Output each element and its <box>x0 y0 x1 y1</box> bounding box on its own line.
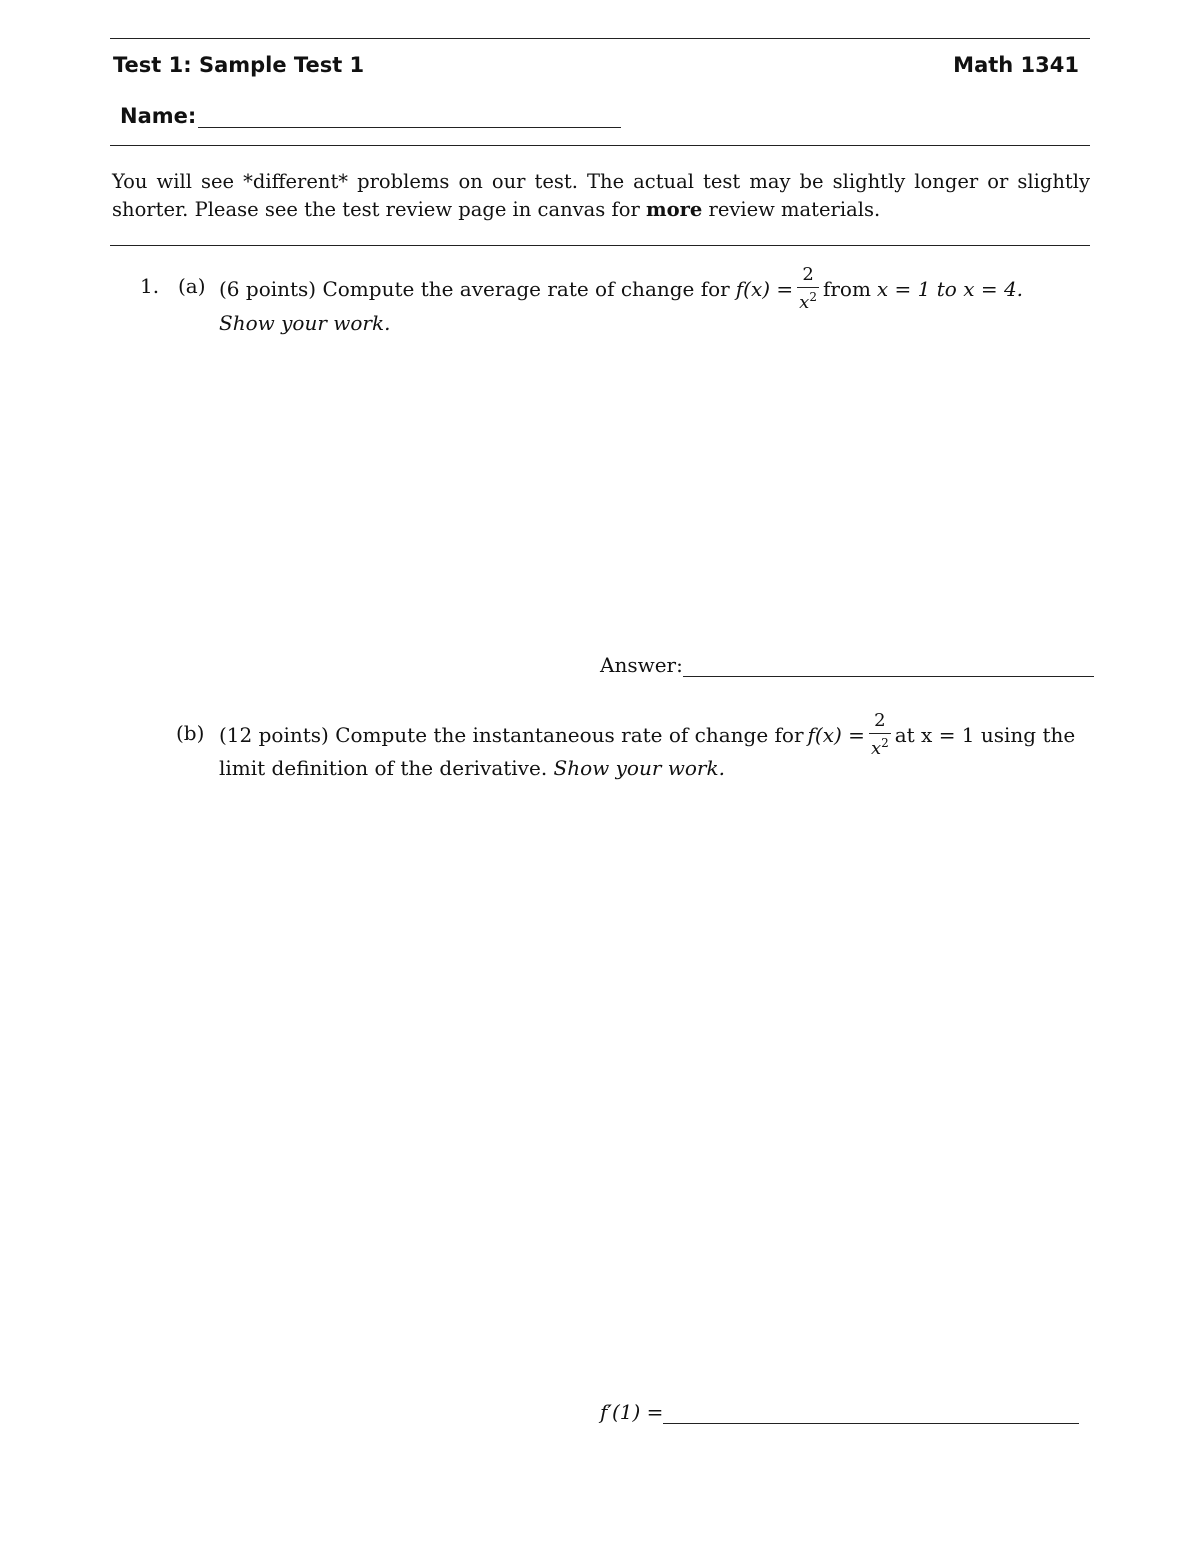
part-b-line2 <box>219 756 725 780</box>
part-a-frac-den <box>797 287 819 312</box>
intro-bottom-rule <box>110 245 1090 246</box>
part-b-frac-den-var: x <box>870 738 882 759</box>
top-rule <box>110 38 1090 39</box>
part-b-line2-text: limit definition of the derivative. <box>219 756 554 780</box>
part-a-frac-num: 2 <box>802 264 814 285</box>
name-field-row <box>120 104 621 128</box>
part-a-frac-den-var: x <box>799 292 810 313</box>
intro-text-2: review materials. <box>702 198 881 221</box>
part-b-function: f(x) = <box>807 723 865 747</box>
name-blank-line[interactable] <box>198 105 621 128</box>
course-number: Math 1341 <box>953 53 1079 77</box>
intro-text-1: You will see *different* problems on our test. The actual test may be slightly longer or slightly shorter. Please see the test review page in canvas for <box>112 170 1090 221</box>
problem-number: 1. <box>140 274 160 298</box>
part-b-label: (b) <box>176 721 205 745</box>
header-bottom-rule <box>110 145 1090 146</box>
intro-paragraph <box>112 168 1090 224</box>
part-a-fraction <box>797 266 819 312</box>
part-a-function: f(x) = <box>735 277 794 301</box>
part-a-range: x = 1 to x = 4. <box>876 277 1024 301</box>
part-b-frac-num: 2 <box>874 710 886 731</box>
part-a-answer-label: Answer: <box>600 653 683 677</box>
test-title: Test 1: Sample Test 1 <box>113 53 365 77</box>
intro-bold-word: more <box>645 198 703 221</box>
part-a-text-after: from <box>822 277 871 301</box>
part-b-answer-blank[interactable] <box>663 1403 1079 1424</box>
part-a-answer-blank[interactable] <box>683 656 1094 677</box>
part-b-answer-row <box>600 1400 1079 1424</box>
part-b-fraction <box>869 712 891 758</box>
part-b-frac-exp: 2 <box>881 736 889 750</box>
part-a-frac-exp: 2 <box>809 290 817 304</box>
part-b-instruction: Show your work. <box>553 756 725 780</box>
part-a-text: (6 points) Compute the average rate of change for <box>219 277 730 301</box>
name-label: Name: <box>120 104 197 128</box>
part-b-text: (12 points) Compute the instantaneous rate of change for <box>219 723 804 747</box>
part-a-instruction: Show your work. <box>219 311 391 335</box>
part-a-answer-row <box>600 653 1094 677</box>
part-a-label: (a) <box>178 274 206 298</box>
part-b-answer-label: f′(1) = <box>600 1400 664 1424</box>
part-b-text-after: at x = 1 using the <box>894 723 1076 747</box>
part-b-frac-den <box>869 733 891 758</box>
